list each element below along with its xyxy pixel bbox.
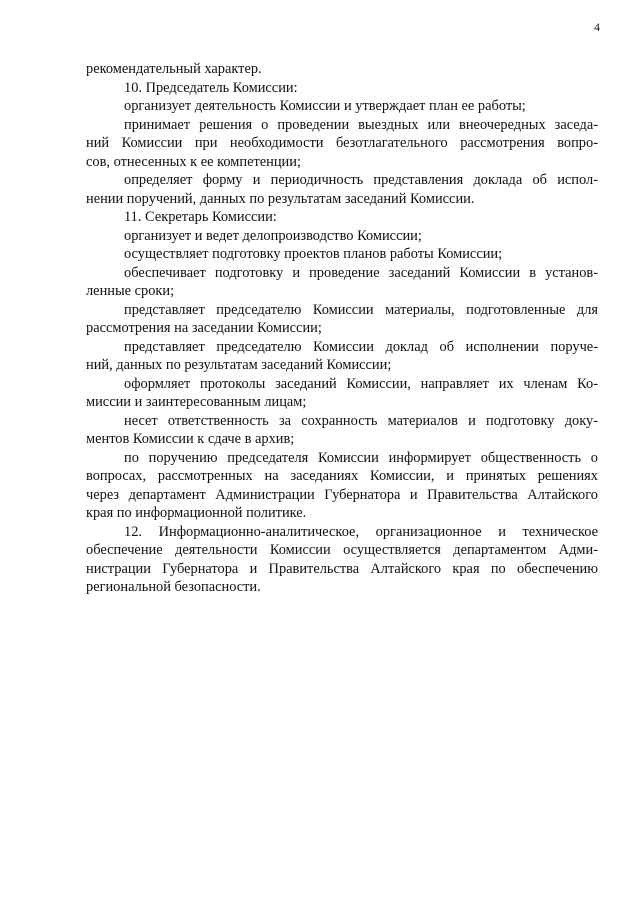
text-line: оформляет протоколы заседаний Комиссии, направляет их членам Ко-: [124, 375, 598, 392]
text-line: 12. Информационно-аналитическое, организационное и техническое: [124, 523, 598, 540]
text-line: осуществляет подготовку проектов планов работы Комиссии;: [124, 246, 503, 262]
text-line: обеспечивает подготовку и проведение заседаний Комиссии в установ-: [124, 264, 598, 281]
text-line: обеспечение деятельности Комиссии осуществляется департаментом Адми-: [86, 542, 598, 558]
text-line: ний Комиссии при необходимости безотлагательного рассмотрения вопро-: [86, 135, 598, 151]
text-line: вопросах, рассмотренных на заседаниях Комиссии, и принятых решениях: [86, 468, 598, 484]
text-line: нении поручений, данных по результатам заседаний Комиссии.: [86, 190, 475, 207]
text-line: рассмотрения на заседании Комиссии;: [86, 320, 322, 336]
text-line: организует деятельность Комиссии и утверждает план ее работы;: [124, 98, 526, 114]
text-line: края по информационной политике.: [86, 505, 307, 521]
text-line: представляет председателю Комиссии материалы, подготовленные для: [124, 301, 598, 318]
text-line: несет ответственность за сохранность материалов и подготовку доку-: [124, 412, 598, 429]
text-line: рекомендательный характер.: [86, 61, 262, 77]
page-number: 4: [594, 20, 600, 34]
text-line: ментов Комиссии к сдаче в архив;: [86, 431, 295, 447]
text-line: ний, данных по результатам заседаний Комиссии;: [86, 357, 392, 373]
text-line: по поручению председателя Комиссии информирует общественность о: [124, 449, 598, 466]
text-line: сов, отнесенных к ее компетенции;: [86, 153, 301, 170]
text-line: региональной безопасности.: [86, 579, 261, 595]
text-line: представляет председателю Комиссии доклад об исполнении поруче-: [124, 338, 598, 355]
text-line: через департамент Администрации Губернатора и Правительства Алтайского: [86, 486, 598, 503]
text-line: принимает решения о проведении выездных или внеочередных заседа-: [124, 116, 598, 133]
text-line: миссии и заинтересованным лицам;: [86, 394, 307, 410]
text-line: 10. Председатель Комиссии:: [124, 79, 298, 96]
text-line: определяет форму и периодичность представления доклада об испол-: [124, 172, 598, 188]
text-line: нистрации Губернатора и Правительства Алтайского края по обеспечению: [86, 560, 598, 577]
text-line: 11. Секретарь Комиссии:: [124, 209, 277, 225]
text-line: ленные сроки;: [86, 283, 175, 299]
text-line: организует и ведет делопроизводство Комиссии;: [124, 227, 422, 244]
document-body: [86, 60, 598, 597]
